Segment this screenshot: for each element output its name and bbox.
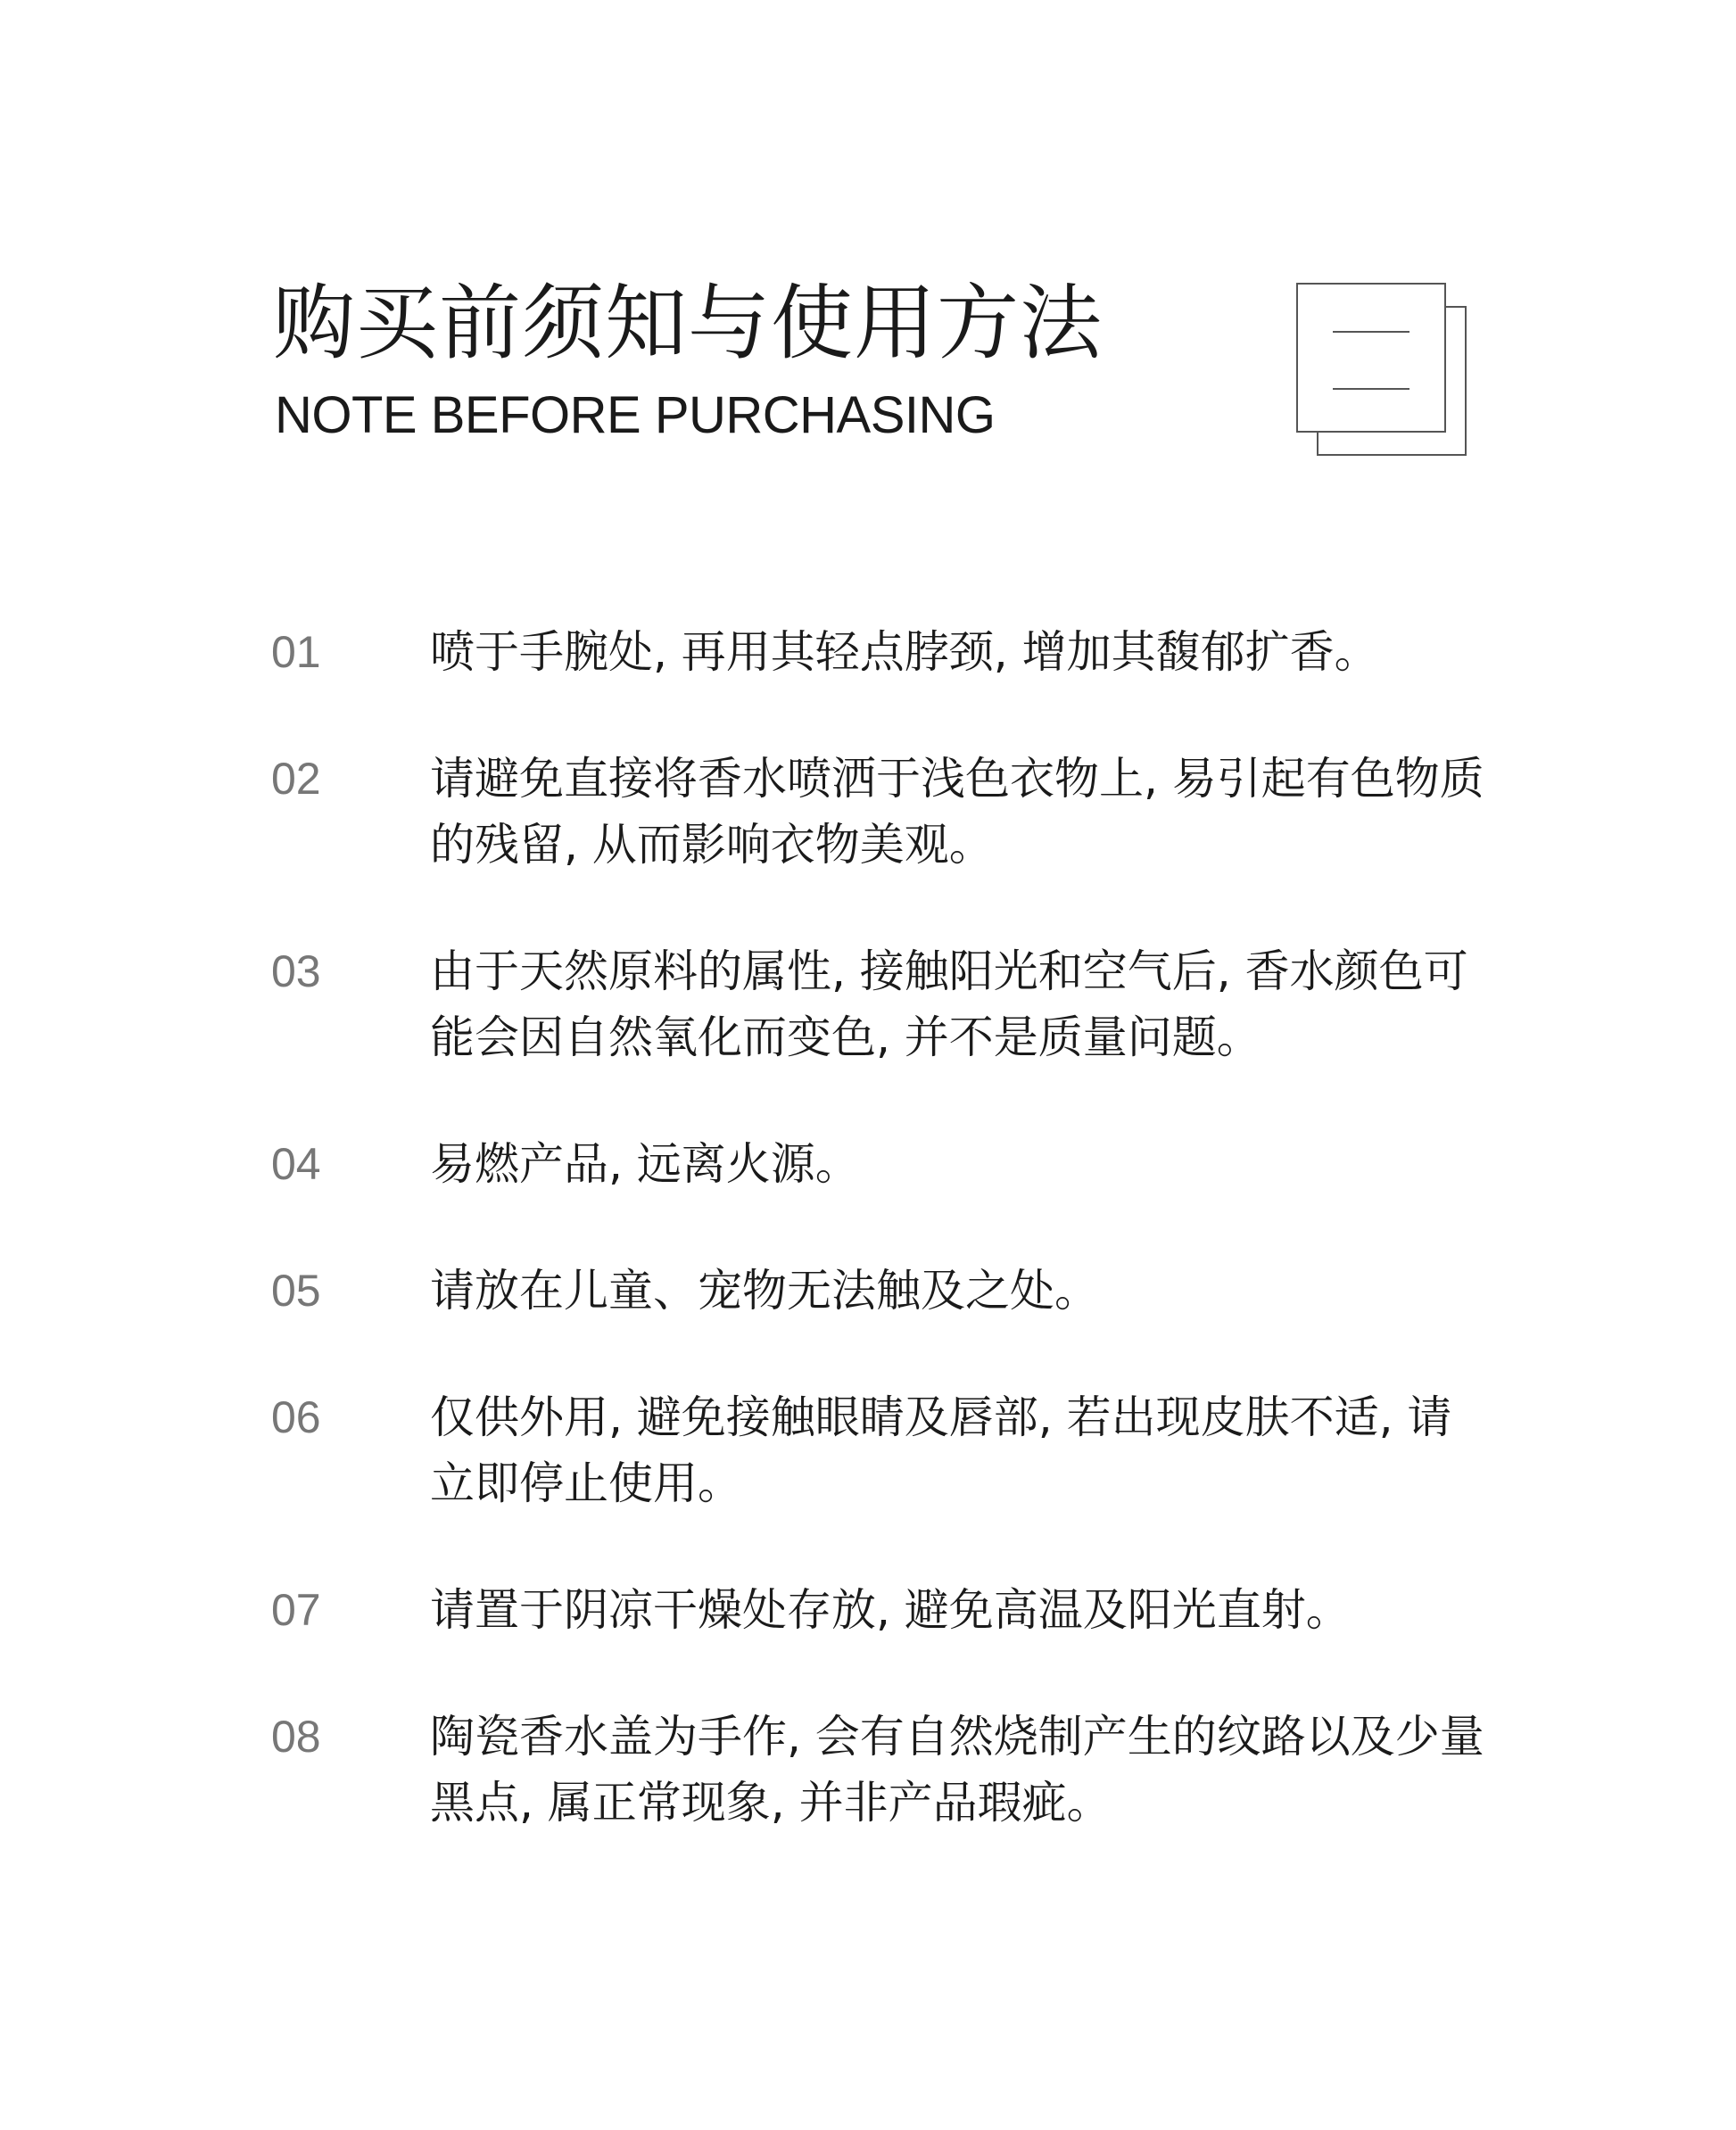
- note-number: 08: [271, 1712, 321, 1762]
- note-number: 06: [271, 1392, 321, 1442]
- page-header: [273, 275, 1486, 471]
- document-stack-icon: [1294, 280, 1472, 458]
- note-item: [271, 1131, 1493, 1197]
- note-text: 请放在儿童、宠物无法触及之处。: [430, 1265, 1099, 1317]
- note-item: [271, 1704, 1493, 1836]
- note-number: 07: [271, 1585, 321, 1635]
- note-item: [271, 1258, 1493, 1324]
- note-number: 01: [271, 627, 321, 677]
- note-text: 由于天然原料的属性, 接触阳光和空气后, 香水颜色可能会因自然氧化而变色, 并不是质量问题。: [430, 945, 1468, 1063]
- note-item: [271, 1577, 1493, 1643]
- note-text: 喷于手腕处, 再用其轻点脖颈, 增加其馥郁扩香。: [430, 626, 1379, 678]
- note-item: [271, 619, 1493, 685]
- note-item: [271, 938, 1493, 1070]
- page-subtitle: NOTE BEFORE PURCHASING: [275, 386, 996, 444]
- note-number: 03: [271, 946, 321, 996]
- note-number: 02: [271, 754, 321, 804]
- note-text: 仅供外用, 避免接触眼睛及唇部, 若出现皮肤不适, 请立即停止使用。: [430, 1391, 1452, 1509]
- note-text: 陶瓷香水盖为手作, 会有自然烧制产生的纹路以及少量黑点, 属正常现象, 并非产品瑕疵。: [430, 1711, 1484, 1829]
- note-text: 请置于阴凉干燥处存放, 避免高温及阳光直射。: [430, 1584, 1351, 1636]
- note-text: 易燃产品, 远离火源。: [430, 1138, 860, 1190]
- note-item: [271, 1384, 1493, 1516]
- note-number: 05: [271, 1266, 321, 1316]
- note-text: 请避免直接将香水喷洒于浅色衣物上, 易引起有色物质的残留, 从而影响衣物美观。: [430, 753, 1484, 871]
- notes-list: [271, 619, 1493, 1836]
- note-number: 04: [271, 1139, 321, 1189]
- note-item: [271, 746, 1493, 878]
- page-title: 购买前须知与使用方法: [273, 276, 1104, 371]
